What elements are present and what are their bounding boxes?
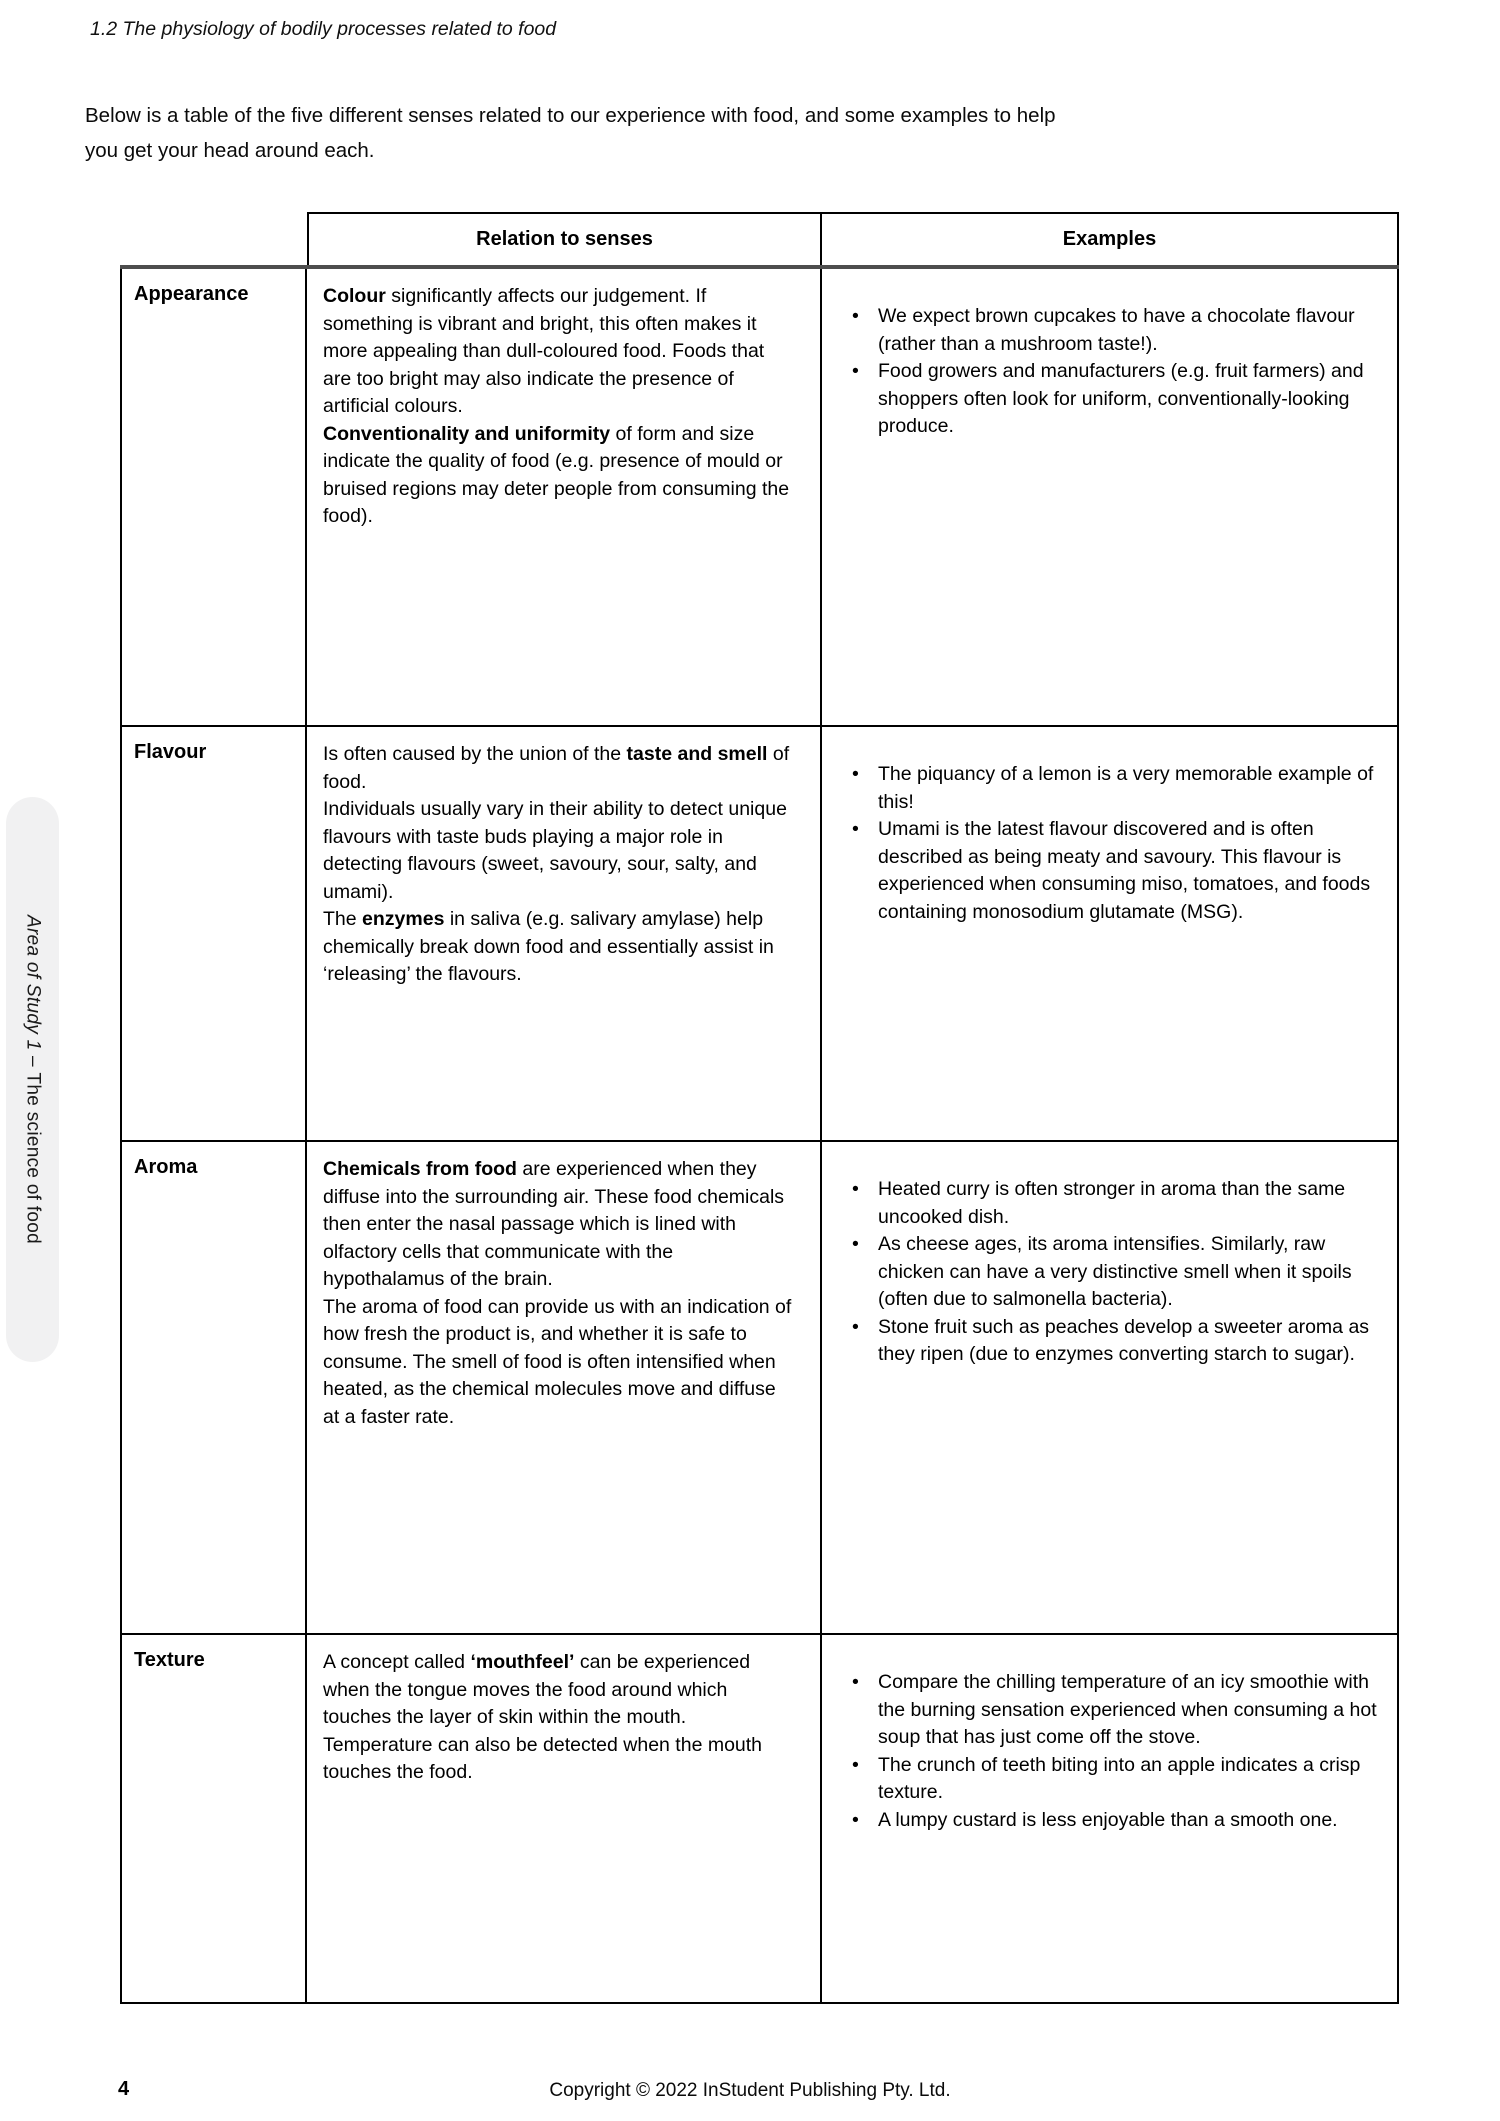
relation-paragraph: The enzymes in saliva (e.g. salivary amylase) help chemically break down food and essentially assist in ‘releasing’ the flavours. [323, 908, 774, 985]
intro-line-1: Below is a table of the five different senses related to our experience with food, and some examples to help [85, 104, 1056, 127]
examples-cell-texture [822, 1635, 1397, 2002]
example-bullet-item: • We expect brown cupcakes to have a chocolate flavour (rather than a mushroom taste!). [878, 303, 1381, 358]
area-of-study-tab-label [22, 915, 44, 1244]
senses-table-body [120, 269, 1399, 2004]
relation-paragraph: A concept called ‘mouthfeel’ can be experienced when the tongue moves the food around which touches the layer of skin within the mouth. Temperature can also be detected when the mouth touches the food. [323, 1651, 763, 1783]
section-heading: 1.2 The physiology of bodily processes related to food [90, 18, 557, 40]
examples-cell-flavour [822, 727, 1397, 1142]
example-bullet-item: • Stone fruit such as peaches develop a sweeter aroma as they ripen (due to enzymes converting starch to sugar). [878, 1314, 1381, 1369]
examples-cell-appearance [822, 269, 1397, 727]
sense-label-flavour: Flavour [122, 727, 307, 1142]
area-of-study-tab [6, 797, 59, 1362]
relation-paragraph: Colour significantly affects our judgement. If something is vibrant and bright, this often makes it more appealing than dull-coloured food. Foods that are too bright may also indicate the presence of artificial colours. [323, 285, 765, 417]
relation-paragraph: The aroma of food can provide us with an indication of how fresh the product is, and whether it is safe to consume. The smell of food is often intensified when heated, as the chemical molecules move and diffuse at a faster rate. [323, 1295, 792, 1428]
example-bullet-item: • The piquancy of a lemon is a very memorable example of this! [878, 761, 1381, 816]
relation-cell-texture [307, 1635, 822, 2002]
area-of-study-label: Area of Study 1 [22, 914, 44, 1051]
area-of-study-separator: – [22, 1050, 44, 1073]
senses-table-header-row [307, 212, 1399, 265]
relation-cell-aroma [307, 1142, 822, 1635]
example-bullet-item: • Heated curry is often stronger in aroma than the same uncooked dish. [878, 1176, 1381, 1231]
column-header-relation-to-senses: Relation to senses [309, 214, 822, 265]
relation-paragraph: Individuals usually vary in their ability to detect unique flavours with taste buds playing a major role in detecting flavours (sweet, savoury, sour, salty, and umami). [323, 798, 787, 903]
sense-label-appearance: Appearance [122, 269, 307, 727]
example-bullet-item: • A lumpy custard is less enjoyable than a smooth one. [878, 1807, 1381, 1835]
copyright-notice: Copyright © 2022 InStudent Publishing Pty. Ltd. [549, 2080, 951, 2101]
relation-cell-appearance [307, 269, 822, 727]
intro-line-2: you get your head around each. [85, 139, 375, 162]
example-bullet-item: • Umami is the latest flavour discovered and is often described as being meaty and savoury. This flavour is experienced when consuming miso, tomatoes, and foods containing monosodium glutamate (MSG). [878, 816, 1381, 926]
area-of-study-topic: The science of food [22, 1072, 44, 1245]
example-bullet-item: • Compare the chilling temperature of an icy smoothie with the burning sensation experienced when consuming a hot soup that has just come off the stove. [878, 1669, 1381, 1752]
example-bullet-item: • Food growers and manufacturers (e.g. fruit farmers) and shoppers often look for uniform, conventionally-looking produce. [878, 358, 1381, 441]
examples-cell-aroma [822, 1142, 1397, 1635]
sense-label-aroma: Aroma [122, 1142, 307, 1635]
example-bullet-item: • As cheese ages, its aroma intensifies. Similarly, raw chicken can have a very distinctive smell when it spoils (often due to salmonella bacteria). [878, 1231, 1381, 1314]
column-header-examples: Examples [1062, 228, 1157, 250]
relation-paragraph: Chemicals from food are experienced when they diffuse into the surrounding air. These food chemicals then enter the nasal passage which is lined with olfactory cells that communicate with the hypothalamus of the brain. [323, 1158, 785, 1290]
sense-label-texture: Texture [122, 1635, 307, 2002]
relation-paragraph: Conventionality and uniformity of form and size indicate the quality of food (e.g. presence of mould or bruised regions may deter people from consuming the food). [323, 422, 790, 527]
example-bullet-item: • The crunch of teeth biting into an apple indicates a crisp texture. [878, 1752, 1381, 1807]
page-number: 4 [118, 2078, 130, 2100]
intro-paragraph [85, 98, 1445, 168]
relation-paragraph: Is often caused by the union of the taste and smell of food. [323, 743, 790, 793]
relation-cell-flavour [307, 727, 822, 1142]
